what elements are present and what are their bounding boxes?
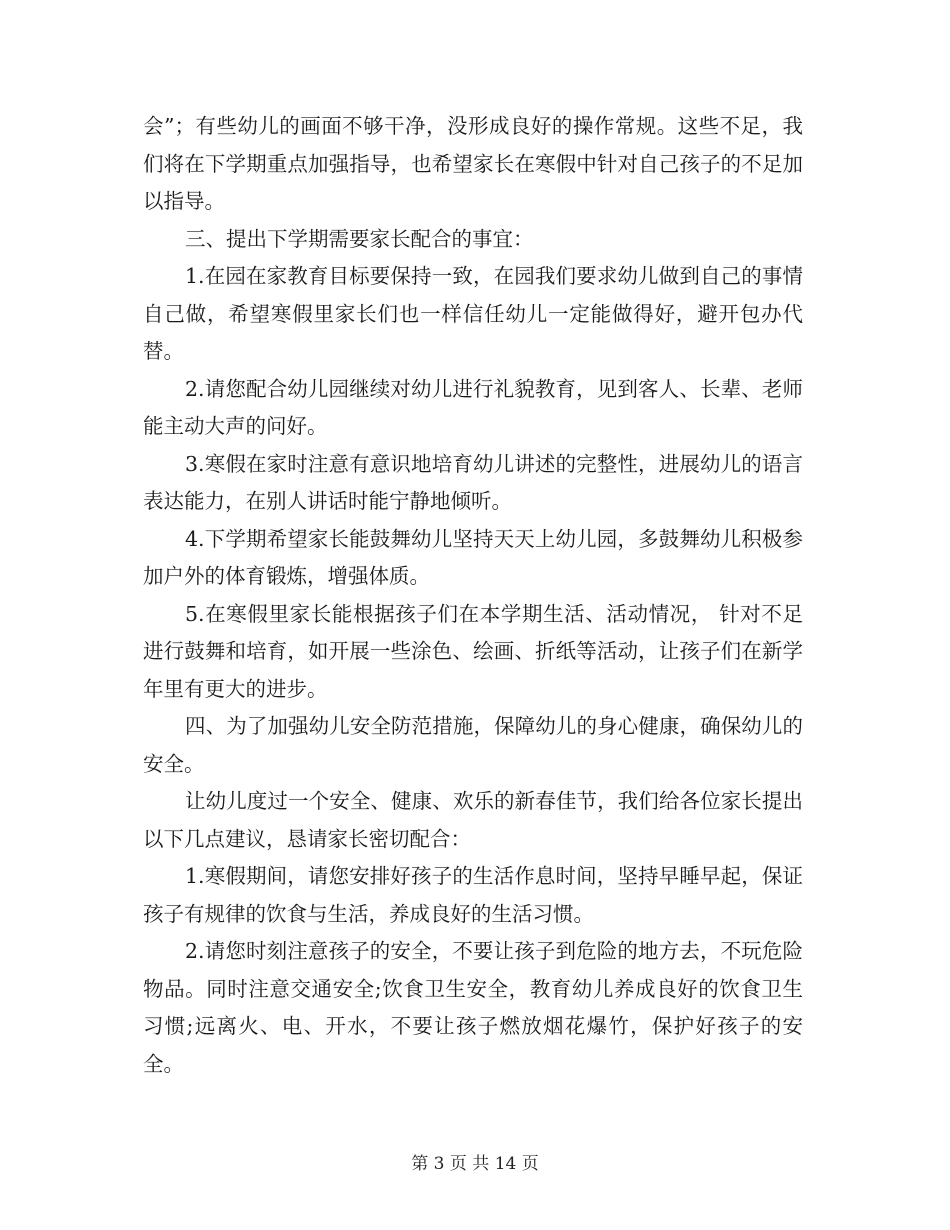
paragraph-4: 2.请您配合幼儿园继续对幼儿进行礼貌教育，见到客人、长辈、老师能主动大声的问好。 <box>143 376 803 438</box>
paragraph-9: 让幼儿度过一个安全、健康、欢乐的新春佳节，我们给各位家长提出以下几点建议，恳请家长密切配合： <box>143 789 803 851</box>
paragraph-2: 三、提出下学期需要家长配合的事宜： <box>185 226 534 251</box>
paragraph-7: 5.在寒假里家长能根据孩子们在本学期生活、活动情况， 针对不足进行鼓舞和培育，如开展一些涂色、绘画、折纸等活动，让孩子们在新学年里有更大的进步。 <box>143 601 803 701</box>
paragraph-6: 4.下学期希望家长能鼓舞幼儿坚持天天上幼儿园，多鼓舞幼儿积极参加户外的体育锻炼，增强体质。 <box>143 526 803 588</box>
document-body <box>143 108 803 1083</box>
paragraph-10: 1.寒假期间，请您安排好孩子的生活作息时间，坚持早睡早起，保证孩子有规律的饮食与生活，养成良好的生活习惯。 <box>143 864 803 926</box>
paragraph-1: 会”；有些幼儿的画面不够干净，没形成良好的操作常规。这些不足，我们将在下学期重点加强指导，也希望家长在寒假中针对自己孩子的不足加以指导。 <box>143 114 803 213</box>
paragraph-5: 3.寒假在家时注意有意识地培育幼儿讲述的完整性，进展幼儿的语言表达能力，在别人讲话时能宁静地倾听。 <box>143 451 803 513</box>
paragraph-3: 1.在园在家教育目标要保持一致，在园我们要求幼儿做到自己的事情自己做，希望寒假里家长们也一样信任幼儿一定能做得好，避开包办代替。 <box>143 264 803 363</box>
paragraph-8: 四、为了加强幼儿安全防范措施，保障幼儿的身心健康，确保幼儿的安全。 <box>143 714 803 776</box>
page-footer: 第 3 页 共 14 页 <box>411 1154 539 1174</box>
paragraph-11: 2.请您时刻注意孩子的安全，不要让孩子到危险的地方去，不玩危险物品。同时注意交通安全;饮食卫生安全，教育幼儿养成良好的饮食卫生习惯;远离火、电、开水，不要让孩子燃放烟花爆竹，保护好孩子的安全。 <box>143 939 803 1076</box>
